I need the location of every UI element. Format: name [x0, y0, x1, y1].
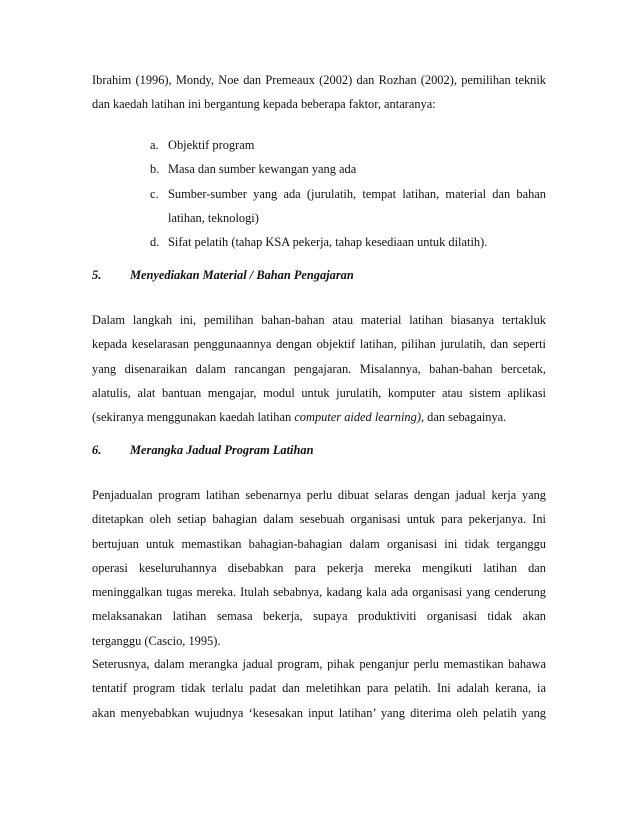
text-line: alatulis, alat bantuan mengajar, modul untuk jurulatih, komputer atau sistem aplikasi [92, 385, 546, 400]
list-item [150, 182, 546, 231]
emphasis-text: computer aided learning) [294, 410, 421, 425]
text-run: , dan sebagainya. [420, 410, 507, 425]
factor-list [150, 133, 546, 254]
section-title: Menyediakan Material / Bahan Pengajaran [130, 268, 354, 282]
section-6-heading [92, 438, 313, 462]
text-line [92, 405, 546, 429]
text-run: (sekiranya menggunakan kaedah latihan [92, 410, 295, 425]
text-line: terganggu (Cascio, 1995). [92, 633, 221, 648]
text-line: melaksanakan latihan semasa bekerja, supaya produktiviti organisasi tidak akan [92, 609, 546, 624]
section-title: Merangka Jadual Program Latihan [130, 443, 314, 457]
text-line: dan kaedah latihan ini bergantung kepada beberapa faktor, antaranya: [92, 97, 436, 112]
list-item-text: Sumber-sumber yang ada (jurulatih, tempat latihan, material dan bahan [168, 186, 546, 201]
list-marker: d. [150, 235, 160, 250]
list-item-text: Masa dan sumber kewangan yang ada [168, 162, 357, 177]
section-6-paragraph-1 [92, 483, 546, 653]
text-line: bertujuan untuk memastikan bahagian-bahagian dalam organisasi ini tidak terganggu [92, 536, 546, 551]
section-number: 6. [92, 443, 102, 457]
text-line: Ibrahim (1996), Mondy, Noe dan Premeaux (2002) dan Rozhan (2002), pemilihan teknik [92, 73, 546, 87]
section-number: 5. [92, 268, 102, 282]
list-marker: a. [150, 138, 159, 152]
text-line: meninggalkan tugas mereka. Itulah sebabnya, kadang kala ada organisasi yang cenderung [92, 585, 546, 600]
text-line: Seterusnya, dalam merangka jadual program, pihak penganjur perlu memastikan bahawa [92, 657, 546, 671]
section-6-paragraph-2 [92, 652, 546, 725]
list-item-text: Objektif program [168, 138, 255, 152]
list-item [150, 230, 546, 254]
text-line: ditetapkan oleh setiap bahagian dalam sesebuah organisasi untuk para pekerjanya. Ini [92, 512, 546, 527]
list-item [150, 133, 546, 157]
list-item [150, 157, 546, 181]
text-line: tentatif program tidak terlalu padat dan meletihkan para pelatih. Ini adalah kerana, ia [92, 681, 546, 696]
intro-paragraph [92, 68, 546, 117]
text-line: Penjadualan program latihan sebenarnya perlu dibuat selaras dengan jadual kerja yang [92, 488, 546, 502]
list-item-text: Sifat pelatih (tahap KSA pekerja, tahap kesediaan untuk dilatih). [168, 235, 488, 250]
text-line: operasi keseluruhannya disebabkan para pekerja mereka mengikuti latihan dan [92, 560, 546, 575]
list-marker: b. [150, 162, 160, 177]
list-item-text: latihan, teknologi) [168, 210, 259, 225]
text-line: yang disenaraikan dalam rancangan pengajaran. Misalannya, bahan-bahan bercetak, [92, 361, 546, 376]
text-line: kepada keselarasan penggunaannya dengan objektif latihan, pilihan jurulatih, dan seperti [92, 337, 546, 352]
text-line: akan menyebabkan wujudnya ‘kesesakan input latihan’ yang diterima oleh pelatih yang [92, 705, 546, 720]
section-5-paragraph [92, 308, 546, 429]
text-line: Dalam langkah ini, pemilihan bahan-bahan atau material latihan biasanya tertakluk [92, 313, 546, 327]
section-5-heading [92, 263, 354, 287]
list-marker: c. [150, 186, 159, 201]
